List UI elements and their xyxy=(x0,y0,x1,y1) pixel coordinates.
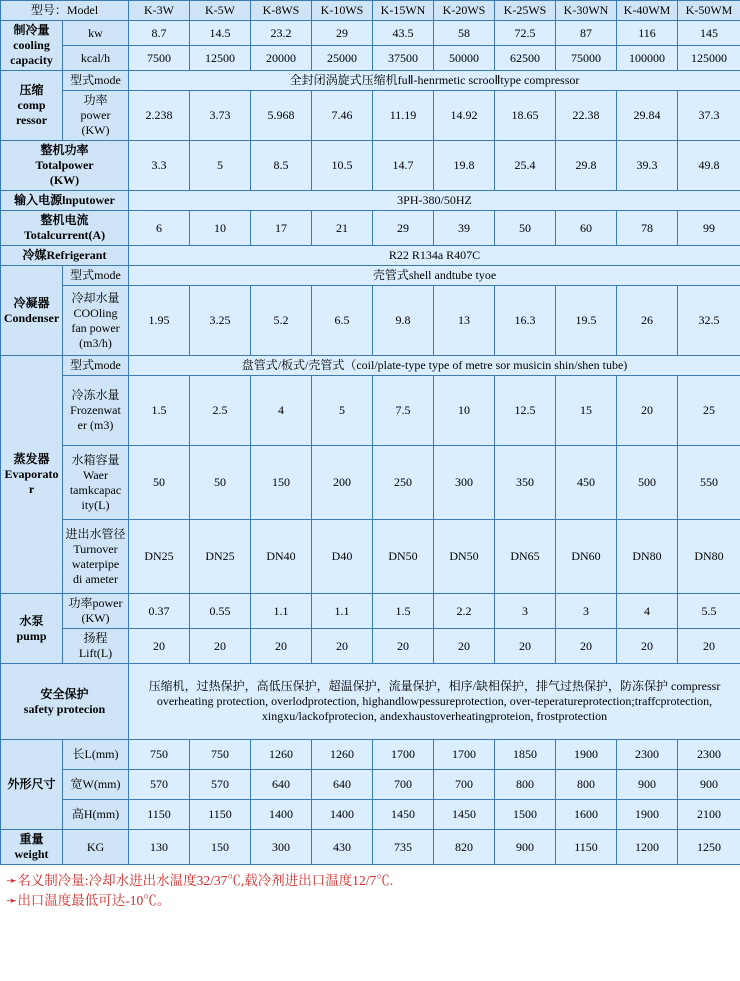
data-cell: 6 xyxy=(129,211,190,246)
data-cell: 22.38 xyxy=(556,91,617,141)
table-row-cooling-kw xyxy=(1,21,740,46)
data-cell: 450 xyxy=(556,446,617,520)
data-cell: D40 xyxy=(312,520,373,594)
data-cell: 5.5 xyxy=(678,594,740,629)
row-sub-label: 高H(mm) xyxy=(63,800,129,830)
data-cell: 72.5 xyxy=(495,21,556,46)
data-cell: 5 xyxy=(190,141,251,191)
data-cell: 20 xyxy=(190,629,251,664)
model-cell: K-3W xyxy=(129,1,190,21)
data-cell: 20 xyxy=(434,629,495,664)
footnote-text: 名义制冷量:冷却水进出水温度32/37℃,载冷剂进出口温度12/7℃. xyxy=(17,873,394,888)
data-cell: 130 xyxy=(129,830,190,865)
table-row-total-current xyxy=(1,211,740,246)
data-cell: 2.5 xyxy=(190,376,251,446)
data-cell: 1200 xyxy=(617,830,678,865)
data-cell: 1250 xyxy=(678,830,740,865)
data-cell: 7.46 xyxy=(312,91,373,141)
row-group-total-current: 整机电流 Totalcurrent(A) xyxy=(1,211,129,246)
row-sub-label: 型式mode xyxy=(63,356,129,376)
data-cell: 250 xyxy=(373,446,434,520)
table-row-cooling-kcal xyxy=(1,46,740,71)
safety-protection-text xyxy=(129,664,740,740)
data-cell: 900 xyxy=(617,770,678,800)
data-cell: 3.3 xyxy=(129,141,190,191)
data-cell: 50000 xyxy=(434,46,495,71)
data-cell: 25.4 xyxy=(495,141,556,191)
data-cell: DN25 xyxy=(190,520,251,594)
data-cell: 60 xyxy=(556,211,617,246)
data-cell: 750 xyxy=(190,740,251,770)
data-cell: 12500 xyxy=(190,46,251,71)
row-sub-label: 进出水管径 Turnover waterpipe di ameter xyxy=(63,520,129,594)
data-cell: 39 xyxy=(434,211,495,246)
data-cell: 87 xyxy=(556,21,617,46)
row-group-pump: 水泵 pump xyxy=(1,594,63,664)
data-cell: 6.5 xyxy=(312,286,373,356)
data-cell: 32.5 xyxy=(678,286,740,356)
row-group-cooling-capacity: 制冷量 cooling capacity xyxy=(1,21,63,71)
data-cell: 3 xyxy=(495,594,556,629)
row-sub-label: KG xyxy=(63,830,129,865)
row-group-total-power: 整机功率 Totalpower (KW) xyxy=(1,141,129,191)
data-cell: 11.19 xyxy=(373,91,434,141)
data-cell: 5 xyxy=(312,376,373,446)
data-cell: 18.65 xyxy=(495,91,556,141)
data-cell: DN40 xyxy=(251,520,312,594)
data-cell: 75000 xyxy=(556,46,617,71)
data-cell: 1400 xyxy=(251,800,312,830)
data-cell: 4 xyxy=(617,594,678,629)
table-row-dimension-height xyxy=(1,800,740,830)
data-cell: 200 xyxy=(312,446,373,520)
footnotes xyxy=(0,865,740,912)
data-cell: 20 xyxy=(556,629,617,664)
data-cell: 20 xyxy=(617,629,678,664)
data-cell: 2300 xyxy=(678,740,740,770)
data-cell: DN80 xyxy=(678,520,740,594)
data-cell: 25000 xyxy=(312,46,373,71)
data-cell: 570 xyxy=(129,770,190,800)
table-row-pump-lift xyxy=(1,629,740,664)
data-cell: 1260 xyxy=(312,740,373,770)
data-cell: 20 xyxy=(495,629,556,664)
row-sub-label: 型式mode xyxy=(63,266,129,286)
data-cell: 19.8 xyxy=(434,141,495,191)
arrow-icon: ➛ xyxy=(6,873,16,888)
data-cell: 10 xyxy=(190,211,251,246)
data-cell: 1150 xyxy=(129,800,190,830)
table-row-safety-protection xyxy=(1,664,740,740)
data-cell-span: 壳管式shell andtube tyoe xyxy=(129,266,740,286)
data-cell: 29.84 xyxy=(617,91,678,141)
data-cell: 735 xyxy=(373,830,434,865)
data-cell: 2300 xyxy=(617,740,678,770)
row-sub-label: 功率 power (KW) xyxy=(63,91,129,141)
model-cell: K-30WN xyxy=(556,1,617,21)
data-cell: 0.55 xyxy=(190,594,251,629)
model-cell: K-25WS xyxy=(495,1,556,21)
data-cell: DN50 xyxy=(373,520,434,594)
data-cell: 29.8 xyxy=(556,141,617,191)
data-cell: 8.5 xyxy=(251,141,312,191)
data-cell: 50 xyxy=(495,211,556,246)
data-cell: 5.968 xyxy=(251,91,312,141)
row-sub-label: 型式mode xyxy=(63,71,129,91)
data-cell: 125000 xyxy=(678,46,740,71)
row-sub-label: 水箱容量 Waer tamkcapac ity(L) xyxy=(63,446,129,520)
data-cell: 20 xyxy=(373,629,434,664)
data-cell-span: R22 R134a R407C xyxy=(129,246,740,266)
data-cell: 10.5 xyxy=(312,141,373,191)
data-cell: 750 xyxy=(129,740,190,770)
data-cell: DN25 xyxy=(129,520,190,594)
data-cell: 2.2 xyxy=(434,594,495,629)
row-sub-label: 扬程 Lift(L) xyxy=(63,629,129,664)
row-group-evaporator: 蒸发器 Evaporator xyxy=(1,356,63,594)
data-cell: 50 xyxy=(190,446,251,520)
data-cell: 145 xyxy=(678,21,740,46)
data-cell: 4 xyxy=(251,376,312,446)
table-row-condenser-type xyxy=(1,266,740,286)
data-cell: 1900 xyxy=(617,800,678,830)
data-cell: 43.5 xyxy=(373,21,434,46)
arrow-icon: ➛ xyxy=(6,893,16,909)
footnote-text: 出口温度最低可达-10℃。 xyxy=(17,893,171,909)
row-sub-label: 长L(mm) xyxy=(63,740,129,770)
model-cell: K-15WN xyxy=(373,1,434,21)
table-row-compressor-power xyxy=(1,91,740,141)
data-cell: 1.5 xyxy=(373,594,434,629)
data-cell: 19.5 xyxy=(556,286,617,356)
safety-line-en: compressr overheating protection, overlodprotection, highandlowpessureprotection, over-teperatureprotection;traffcprotection, xingxu/lackofprotecion, andexhaustoverheatingproteion, frostprotection xyxy=(156,679,721,723)
data-cell: 23.2 xyxy=(251,21,312,46)
table-row-condenser-water xyxy=(1,286,740,356)
data-cell: 62500 xyxy=(495,46,556,71)
data-cell: 1450 xyxy=(373,800,434,830)
row-label-model: 型号：Model xyxy=(1,1,129,21)
data-cell: 1900 xyxy=(556,740,617,770)
data-cell-span: 盘管式/板式/壳管式（coil/plate-type type of metre sor musicin shin/shen tube) xyxy=(129,356,740,376)
data-cell: 26 xyxy=(617,286,678,356)
data-cell: 20 xyxy=(678,629,740,664)
data-cell: 820 xyxy=(434,830,495,865)
data-cell: 1150 xyxy=(556,830,617,865)
data-cell: 1.1 xyxy=(251,594,312,629)
data-cell: 1260 xyxy=(251,740,312,770)
data-cell: 1.95 xyxy=(129,286,190,356)
table-row-refrigerant xyxy=(1,246,740,266)
data-cell: 550 xyxy=(678,446,740,520)
row-sub-label: 宽W(mm) xyxy=(63,770,129,800)
data-cell: 58 xyxy=(434,21,495,46)
data-cell: 2.238 xyxy=(129,91,190,141)
table-row-total-power xyxy=(1,141,740,191)
data-cell: 17 xyxy=(251,211,312,246)
footnote-line xyxy=(0,891,740,911)
data-cell: 49.8 xyxy=(678,141,740,191)
table-row-compressor-type xyxy=(1,71,740,91)
data-cell: 99 xyxy=(678,211,740,246)
data-cell: 29 xyxy=(312,21,373,46)
data-cell: 1850 xyxy=(495,740,556,770)
data-cell: 20 xyxy=(251,629,312,664)
data-cell: DN65 xyxy=(495,520,556,594)
data-cell: 300 xyxy=(434,446,495,520)
row-group-refrigerant: 冷媒Refrigerant xyxy=(1,246,129,266)
data-cell: 20 xyxy=(617,376,678,446)
model-cell: K-5W xyxy=(190,1,251,21)
data-cell: 37500 xyxy=(373,46,434,71)
data-cell: 900 xyxy=(678,770,740,800)
table-row-input-power xyxy=(1,191,740,211)
safety-line-cn: 压缩机，过热保护，高低压保护，超温保护，流量保护，相序/缺相保护，排气过热保护，防冻保护 xyxy=(148,679,668,693)
data-cell: 800 xyxy=(556,770,617,800)
data-cell: 39.3 xyxy=(617,141,678,191)
row-group-compressor: 压缩 comp ressor xyxy=(1,71,63,141)
table-row-evaporator-type xyxy=(1,356,740,376)
data-cell: 15 xyxy=(556,376,617,446)
data-cell: 50 xyxy=(129,446,190,520)
data-cell: 1450 xyxy=(434,800,495,830)
model-cell: K-10WS xyxy=(312,1,373,21)
data-cell: 9.8 xyxy=(373,286,434,356)
data-cell: 37.3 xyxy=(678,91,740,141)
data-cell-span: 3PH-380/50HZ xyxy=(129,191,740,211)
data-cell: 3.25 xyxy=(190,286,251,356)
data-cell: 640 xyxy=(312,770,373,800)
model-cell: K-8WS xyxy=(251,1,312,21)
data-cell: 5.2 xyxy=(251,286,312,356)
data-cell: 3 xyxy=(556,594,617,629)
data-cell: 2100 xyxy=(678,800,740,830)
data-cell: 700 xyxy=(434,770,495,800)
data-cell: 1600 xyxy=(556,800,617,830)
data-cell: 150 xyxy=(251,446,312,520)
row-sub-label: 功率power (KW) xyxy=(63,594,129,629)
row-sub-label: kw xyxy=(63,21,129,46)
data-cell: 500 xyxy=(617,446,678,520)
data-cell: 14.5 xyxy=(190,21,251,46)
data-cell: DN80 xyxy=(617,520,678,594)
data-cell: 1.1 xyxy=(312,594,373,629)
data-cell: 100000 xyxy=(617,46,678,71)
data-cell: 20 xyxy=(312,629,373,664)
data-cell: 0.37 xyxy=(129,594,190,629)
footnote-line xyxy=(0,871,740,891)
data-cell: 25 xyxy=(678,376,740,446)
data-cell: 12.5 xyxy=(495,376,556,446)
row-group-weight: 重量 weight xyxy=(1,830,63,865)
data-cell: 7.5 xyxy=(373,376,434,446)
data-cell: 20 xyxy=(129,629,190,664)
data-cell: 78 xyxy=(617,211,678,246)
table-row-dimension-width xyxy=(1,770,740,800)
model-cell: K-40WM xyxy=(617,1,678,21)
data-cell: 1400 xyxy=(312,800,373,830)
model-cell: K-20WS xyxy=(434,1,495,21)
data-cell: 430 xyxy=(312,830,373,865)
data-cell: 14.7 xyxy=(373,141,434,191)
data-cell: 116 xyxy=(617,21,678,46)
row-sub-label: kcal/h xyxy=(63,46,129,71)
table-row-dimension-length xyxy=(1,740,740,770)
data-cell: 14.92 xyxy=(434,91,495,141)
table-row-pipe-diameter xyxy=(1,520,740,594)
data-cell: DN50 xyxy=(434,520,495,594)
data-cell: 10 xyxy=(434,376,495,446)
model-cell: K-50WM xyxy=(678,1,740,21)
data-cell: 13 xyxy=(434,286,495,356)
data-cell: 20000 xyxy=(251,46,312,71)
data-cell-span: 全封闭涡旋式压缩机fuⅡ-henrmetic scrooⅡtype compressor xyxy=(129,71,740,91)
data-cell: 150 xyxy=(190,830,251,865)
data-cell: 1500 xyxy=(495,800,556,830)
data-cell: 350 xyxy=(495,446,556,520)
data-cell: 16.3 xyxy=(495,286,556,356)
row-group-condenser: 冷凝器 Condenser xyxy=(1,266,63,356)
data-cell: 21 xyxy=(312,211,373,246)
data-cell: 1700 xyxy=(434,740,495,770)
row-group-input-power: 输入电源lnputower xyxy=(1,191,129,211)
data-cell: 29 xyxy=(373,211,434,246)
row-sub-label: 冷冻水量 Frozenwat er (m3) xyxy=(63,376,129,446)
row-group-dimensions: 外形尺寸 xyxy=(1,740,63,830)
data-cell: 8.7 xyxy=(129,21,190,46)
data-cell: 800 xyxy=(495,770,556,800)
row-sub-label: 冷却水量 COOling fan power (m3/h) xyxy=(63,286,129,356)
data-cell: 3.73 xyxy=(190,91,251,141)
data-cell: 300 xyxy=(251,830,312,865)
data-cell: 7500 xyxy=(129,46,190,71)
data-cell: 1700 xyxy=(373,740,434,770)
table-row-tank-capacity xyxy=(1,446,740,520)
data-cell: 570 xyxy=(190,770,251,800)
data-cell: 1150 xyxy=(190,800,251,830)
table-row-frozen-water xyxy=(1,376,740,446)
data-cell: 640 xyxy=(251,770,312,800)
row-group-safety: 安全保护 safety protecion xyxy=(1,664,129,740)
table-row-model xyxy=(1,1,740,21)
data-cell: 900 xyxy=(495,830,556,865)
table-row-pump-power xyxy=(1,594,740,629)
data-cell: 700 xyxy=(373,770,434,800)
table-row-weight xyxy=(1,830,740,865)
data-cell: 1.5 xyxy=(129,376,190,446)
data-cell: DN60 xyxy=(556,520,617,594)
